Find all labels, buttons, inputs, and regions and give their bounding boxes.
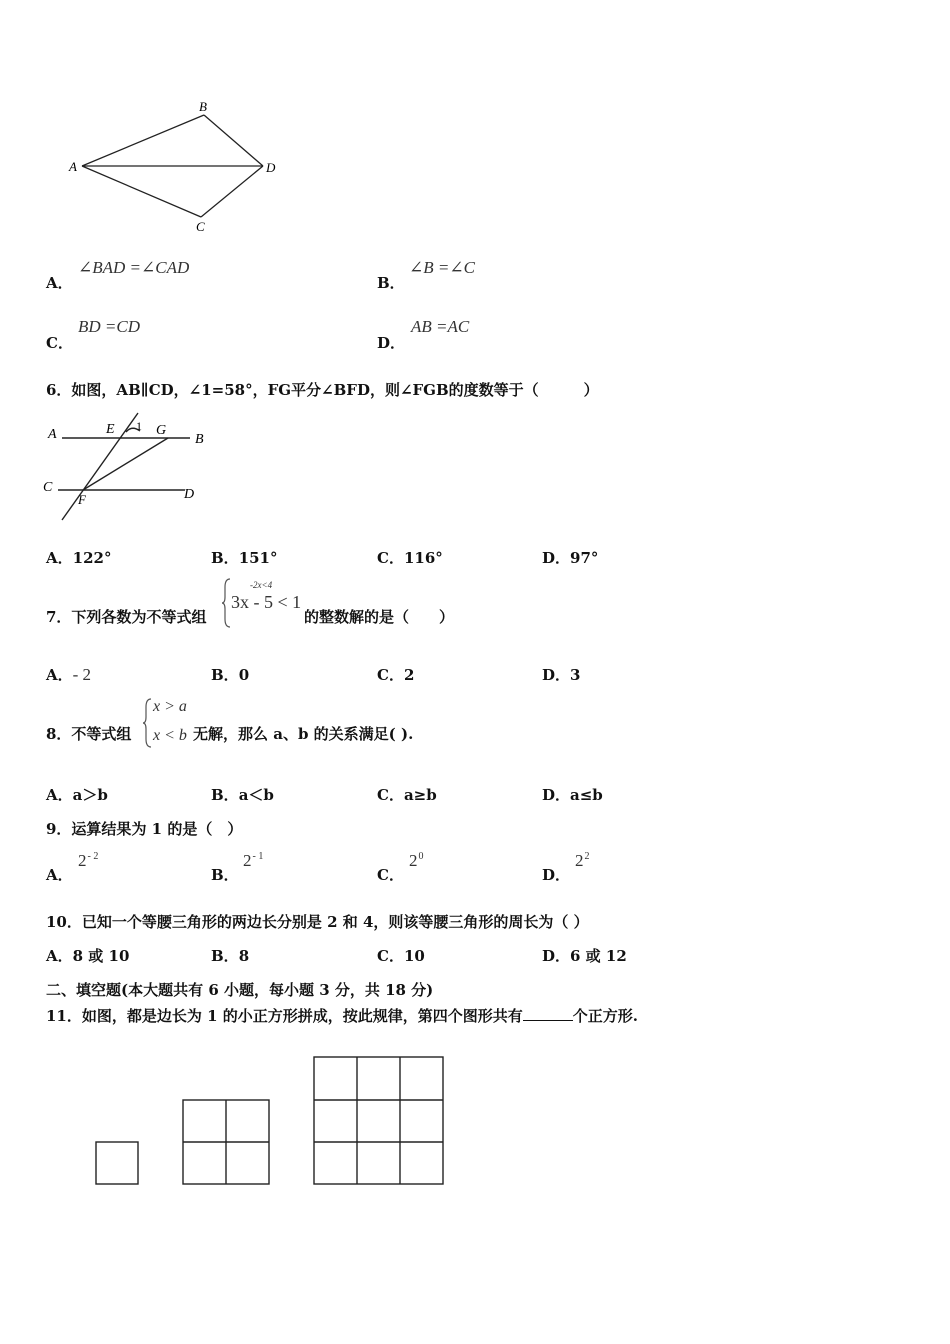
q5-option-a-letter: A． (46, 274, 73, 292)
q7-option-a-letter: A． (46, 666, 73, 684)
q6-label-g: G (156, 423, 167, 438)
q7-option-c-letter: C． (377, 666, 404, 684)
q10-option-c-value: 10 (403, 947, 425, 965)
q11-stem-before: 11．如图，都是边长为 1 的小正方形拼成，按此规律，第四个图形共有 (46, 1007, 523, 1025)
q7-system-bottom: 3x - 5 < 1 (231, 592, 302, 612)
q5-option-b[interactable] (377, 272, 405, 293)
q8-option-b-value: a＜b (238, 786, 274, 804)
q6-option-d[interactable] (542, 547, 598, 568)
q9-option-b-exp: - 1 (252, 851, 264, 863)
q9-option-b-letter: B． (211, 866, 239, 884)
q9-option-b-base: 2 (243, 851, 252, 870)
q9-option-d-letter: D． (542, 866, 571, 884)
q5-label-d: D (266, 160, 276, 175)
q6-label-e: E (106, 422, 115, 437)
q9-option-c[interactable] (377, 864, 404, 885)
q6-option-d-value: 97° (570, 549, 599, 567)
q9-option-a-expr (78, 851, 98, 871)
q9-option-b[interactable] (211, 864, 239, 885)
q8-option-d[interactable] (542, 784, 603, 805)
q9-option-d-exp: 2 (584, 851, 590, 863)
q9-option-d[interactable] (542, 864, 570, 885)
q8-option-d-value: a≤b (570, 786, 603, 804)
q8-option-b-letter: B． (211, 786, 239, 804)
q7-option-b-value: 0 (238, 666, 250, 684)
q10-option-c-letter: C． (377, 947, 404, 965)
q8-option-a-letter: A． (46, 786, 73, 804)
q9-option-c-expr (409, 851, 424, 871)
q6-label-c: C (43, 480, 53, 495)
q8-option-b[interactable] (211, 784, 274, 805)
q9-option-a-exp: - 2 (87, 851, 99, 863)
q9-option-c-letter: C． (377, 866, 404, 884)
q6-option-b-value: 151° (238, 549, 278, 567)
q8-option-a[interactable] (46, 784, 108, 805)
q5-label-a: A (69, 159, 77, 174)
q9-option-a-base: 2 (78, 851, 87, 870)
q7-option-b[interactable] (211, 664, 249, 685)
q9-stem: 9．运算结果为 1 的是（ ） (46, 820, 243, 838)
q10-option-a-value: 8 或 10 (72, 947, 130, 965)
q10-stem: 10．已知一个等腰三角形的两边长分别是 2 和 4，则该等腰三角形的周长为（ ） (46, 913, 589, 931)
q11-stem (46, 1005, 638, 1026)
q6-label-b: B (195, 432, 204, 447)
q5-option-d-expr: AB =AC (411, 317, 470, 336)
q8-system-bottom: x < b (153, 727, 187, 744)
q6-label-f: F (78, 492, 86, 507)
q8-stem-after: 无解，那么 a、b 的关系满足( ). (193, 725, 414, 743)
q5-option-a-expr: ∠BAD =∠CAD (78, 258, 190, 277)
q10-option-b-value: 8 (238, 947, 250, 965)
q6-option-c[interactable] (377, 547, 443, 568)
q6-option-c-letter: C． (377, 549, 404, 567)
q10-option-d-value: 6 或 12 (570, 947, 627, 965)
q11-pattern-1 (96, 1142, 138, 1184)
q7-system-top: -2x<4 (250, 580, 273, 590)
q8-stem-before: 8．不等式组 (46, 725, 132, 743)
q5-option-c-expr: BD =CD (78, 317, 140, 336)
q9-option-a-letter: A． (46, 866, 73, 884)
q9-option-b-expr (243, 851, 263, 871)
section-2-title: 二、填空题(本大题共有 6 小题，每小题 3 分，共 18 分) (46, 981, 434, 999)
q9-option-d-expr (575, 851, 590, 871)
q7-option-c-value: 2 (403, 666, 415, 684)
q6-option-b[interactable] (211, 547, 278, 568)
q6-option-a-value: 122° (72, 549, 112, 567)
q8-option-c[interactable] (377, 784, 437, 805)
q10-option-a[interactable] (46, 945, 129, 966)
q9-option-c-exp: 0 (418, 851, 424, 863)
q7-option-d-value: 3 (570, 666, 581, 684)
q10-option-b[interactable] (211, 945, 249, 966)
q7-option-a[interactable] (46, 664, 91, 685)
q9-option-c-base: 2 (409, 851, 418, 870)
q5-option-c-letter: C． (46, 334, 73, 352)
q5-option-b-expr: ∠B =∠C (409, 258, 475, 277)
q5-option-a[interactable] (46, 272, 73, 293)
q5-label-c: C (196, 219, 205, 234)
q7-option-b-letter: B． (211, 666, 239, 684)
q9-option-a[interactable] (46, 864, 73, 885)
q7-option-d-letter: D． (542, 666, 571, 684)
q10-option-c[interactable] (377, 945, 425, 966)
q8-option-c-value: a≥b (403, 786, 437, 804)
q6-option-a-letter: A． (46, 549, 73, 567)
q8-option-a-value: a＞b (72, 786, 108, 804)
q11-answer-blank[interactable] (523, 1008, 573, 1021)
q8-brace-icon (143, 697, 153, 749)
q6-stem: 6．如图，AB∥CD，∠1=58°，FG平分∠BFD，则∠FGB的度数等于（ ） (46, 381, 599, 399)
q11-pattern-3 (314, 1057, 443, 1184)
q5-label-b: B (199, 99, 207, 114)
q7-option-a-value: - 2 (72, 665, 92, 684)
q5-kite-figure (60, 95, 290, 240)
q6-option-a[interactable] (46, 547, 111, 568)
q6-label-a: A (48, 427, 57, 442)
q6-option-b-letter: B． (211, 549, 239, 567)
q11-square-patterns-figure (90, 1050, 460, 1195)
q5-option-d[interactable] (377, 332, 405, 353)
q10-option-a-letter: A． (46, 947, 73, 965)
q6-label-1: 1 (136, 419, 142, 433)
q8-system-top: x > a (153, 698, 187, 715)
q6-option-d-letter: D． (542, 549, 571, 567)
q5-option-c[interactable] (46, 332, 73, 353)
q10-option-d[interactable] (542, 945, 627, 966)
q11-stem-after: 个正方形. (572, 1007, 638, 1025)
q10-option-b-letter: B． (211, 947, 239, 965)
q6-parallel-lines-figure (40, 405, 220, 525)
q10-option-d-letter: D． (542, 947, 571, 965)
q9-option-d-base: 2 (575, 851, 584, 870)
q6-label-d: D (184, 487, 195, 502)
q5-option-d-letter: D． (377, 334, 406, 352)
q6-option-c-value: 116° (403, 549, 443, 567)
q8-option-c-letter: C． (377, 786, 404, 804)
q7-option-c[interactable] (377, 664, 414, 685)
q8-option-d-letter: D． (542, 786, 571, 804)
q5-option-b-letter: B． (377, 274, 405, 292)
q7-stem-after: 的整数解的是（ ） (304, 608, 455, 626)
q11-pattern-2 (183, 1100, 269, 1184)
q7-stem-before: 7．下列各数为不等式组 (46, 608, 207, 626)
q7-option-d[interactable] (542, 664, 580, 685)
